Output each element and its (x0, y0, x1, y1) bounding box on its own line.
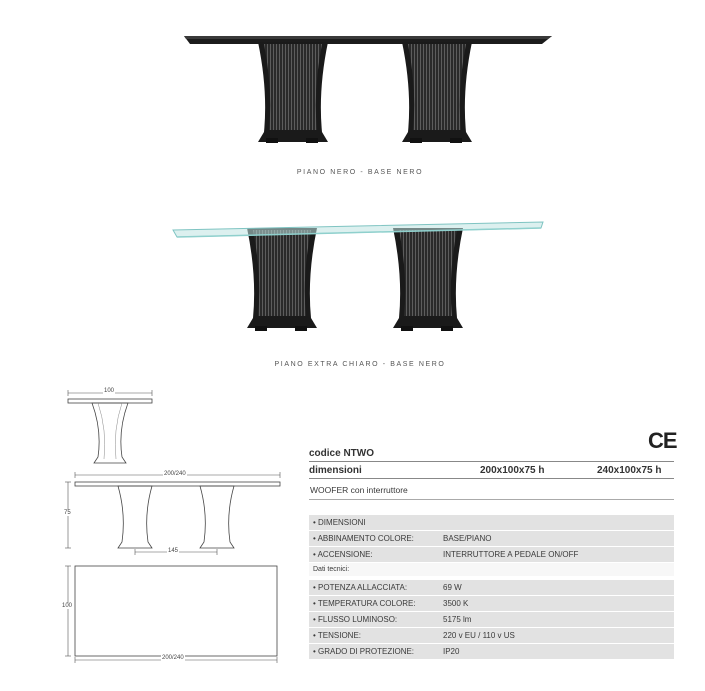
spec-value: BASE/PIANO (443, 534, 492, 543)
size-240: 240x100x75 h (597, 465, 662, 476)
product-image-black-top (170, 20, 560, 155)
spec-key: • ACCENSIONE: (313, 550, 373, 559)
dimensions-divider (309, 478, 674, 479)
top-view-drawing (60, 562, 285, 667)
side-view-drawing (60, 385, 160, 470)
front-view-drawing (60, 470, 290, 560)
spec-key: • TEMPERATURA COLORE: (313, 599, 416, 608)
woofer-note: WOOFER con interruttore (310, 485, 408, 495)
ce-mark: CE (648, 428, 677, 453)
spec-row (309, 563, 674, 576)
spec-value: 3500 K (443, 599, 469, 608)
dimensions-label: dimensioni (309, 465, 362, 476)
spec-key: • GRADO DI PROTEZIONE: (313, 647, 415, 656)
spec-row (309, 515, 674, 530)
spec-row (309, 644, 674, 659)
spec-key: • POTENZA ALLACCIATA: (313, 583, 408, 592)
product-code: codice NTWO (309, 448, 375, 459)
spec-row (309, 580, 674, 595)
spec-value: IP20 (443, 647, 460, 656)
table-black-illustration (170, 20, 560, 155)
header-divider (309, 461, 674, 462)
spec-key: • ABBINAMENTO COLORE: (313, 534, 414, 543)
spec-value: 220 v EU / 110 v US (443, 631, 515, 640)
front-gap-label: 145 (168, 548, 179, 554)
spec-key: • FLUSSO LUMINOSO: (313, 615, 398, 624)
caption-black-top: PIANO NERO - BASE NERO (296, 169, 424, 176)
caption-glass-top: PIANO EXTRA CHIARO - BASE NERO (274, 361, 446, 368)
side-width-label: 100 (104, 388, 115, 394)
spec-key: • DIMENSIONI (313, 518, 366, 527)
woofer-divider (309, 499, 674, 500)
spec-row (309, 628, 674, 643)
spec-row (309, 547, 674, 562)
spec-key: • TENSIONE: (313, 631, 361, 640)
size-200: 200x100x75 h (480, 465, 545, 476)
product-image-glass-top (165, 210, 550, 345)
spec-value: INTERRUTTORE A PEDALE ON/OFF (443, 550, 579, 559)
spec-value: 69 W (443, 583, 462, 592)
front-height-label: 75 (64, 510, 71, 516)
spec-row (309, 596, 674, 611)
spec-row (309, 531, 674, 546)
spec-key: Dati tecnici: (313, 566, 350, 573)
top-width-label: 200/240 (162, 655, 184, 661)
top-depth-label: 100 (62, 603, 73, 609)
front-width-label: 200/240 (164, 471, 186, 477)
table-glass-illustration (165, 210, 550, 345)
spec-value: 5175 lm (443, 615, 472, 624)
spec-row (309, 612, 674, 627)
